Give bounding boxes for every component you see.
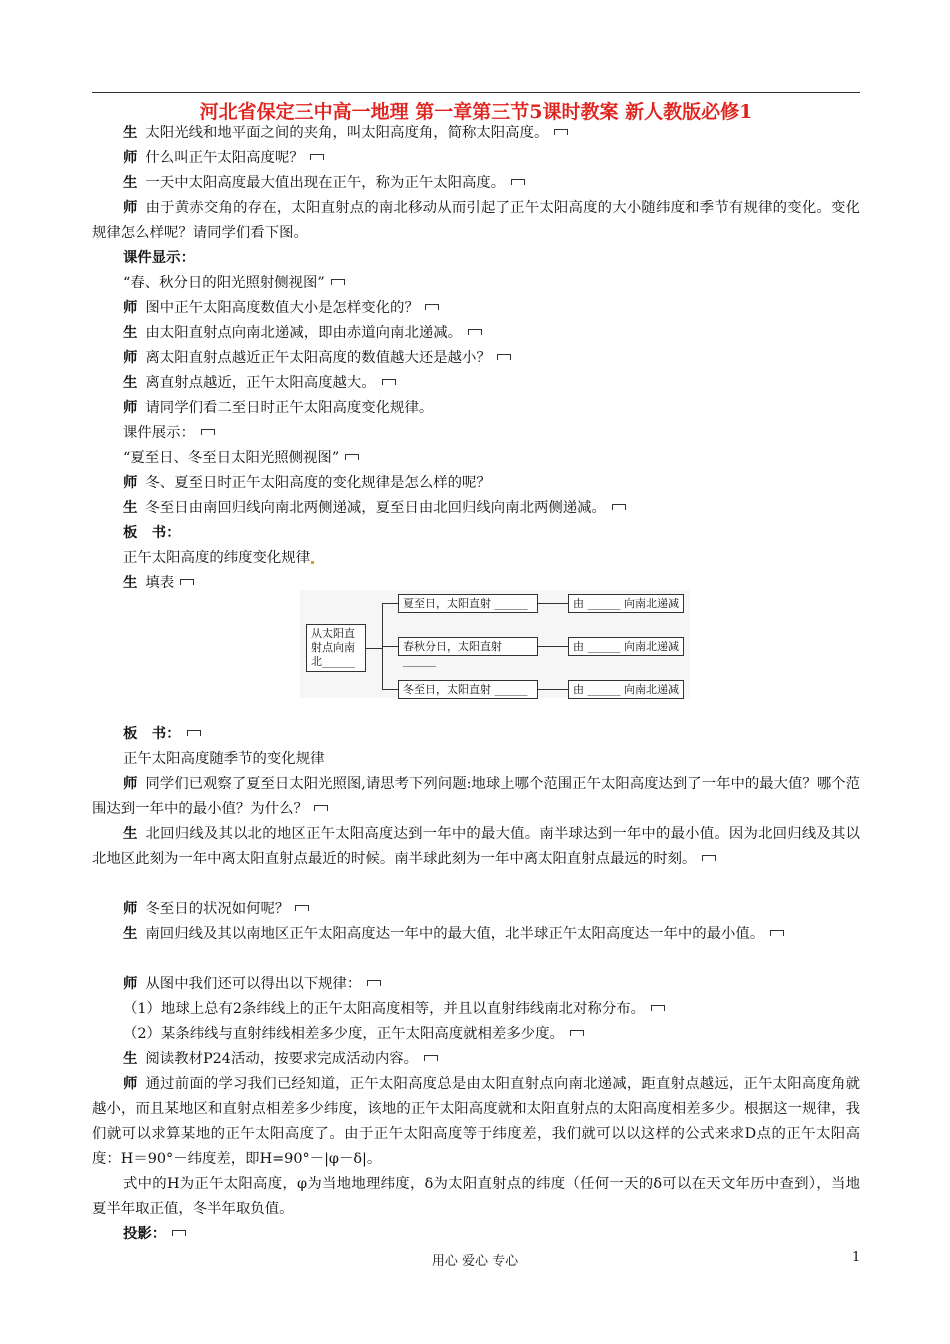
diagram-result-equinox: 由 ______ 向南北递减 bbox=[568, 637, 684, 656]
line2-4: 生 北回归线及其以北的地区正午太阳高度达到一年中的最大值。南半球达到一年中的最小值。因为北回归线及其以北地区此刻为一年中离太阳直射点最近的时候。南半球此刻为一年中离太阳直射点最远的时刻。 bbox=[92, 826, 860, 867]
heading-courseware: 课件显示： bbox=[123, 250, 195, 266]
edit-mark-icon bbox=[612, 504, 626, 510]
edit-mark-icon bbox=[702, 855, 716, 861]
speaker-label: 生 bbox=[123, 575, 138, 591]
diagram-row-winter: 冬至日，太阳直射 ______ bbox=[398, 680, 538, 699]
connector bbox=[366, 648, 382, 649]
edit-mark-icon bbox=[424, 1055, 438, 1061]
line-text: 一天中太阳高度最大值出现在正午，称为正午太阳高度。 bbox=[145, 175, 506, 191]
line-3 bbox=[92, 171, 860, 196]
speaker-label: 生 bbox=[123, 325, 138, 341]
line2-9: （2）某条纬线与直射纬线相差多少度，正午太阳高度就相差多少度。 bbox=[92, 1022, 860, 1047]
speaker-label: 师 bbox=[123, 1076, 138, 1092]
connector bbox=[538, 603, 568, 604]
line-10: 生 离直射点越近，正午太阳高度越大。 bbox=[92, 371, 860, 396]
line-1 bbox=[92, 121, 860, 146]
edit-mark-icon bbox=[180, 579, 194, 585]
line2-8: （1）地球上总有2条纬线上的正午太阳高度相等，并且以直射纬线南北对称分布。 bbox=[92, 997, 860, 1022]
edit-mark-icon bbox=[367, 980, 381, 986]
line-text: 太阳光线和地平面之间的夹角，叫太阳高度角，简称太阳高度。 bbox=[145, 125, 549, 141]
line-7: 师 图中正午太阳高度数值大小是怎样变化的？ bbox=[92, 296, 860, 321]
line-18: 生 填表 bbox=[92, 571, 860, 596]
line-8: 生 由太阳直射点向南北递减，即由赤道向南北递减。 bbox=[92, 321, 860, 346]
line2-7: 师 从图中我们还可以得出以下规律： bbox=[92, 972, 860, 997]
speaker-label: 师 bbox=[123, 976, 138, 992]
line-14: 师 冬、夏至日时正午太阳高度的变化规律是怎么样的呢？ bbox=[123, 475, 491, 491]
edit-mark-icon bbox=[554, 129, 568, 135]
connector bbox=[538, 646, 568, 647]
speaker-label: 师 bbox=[123, 200, 138, 216]
speaker-label: 师 bbox=[123, 400, 138, 416]
line-2 bbox=[92, 146, 860, 171]
speaker-label: 生 bbox=[123, 125, 138, 141]
connector bbox=[382, 689, 398, 690]
line-text: 什么叫正午太阳高度呢？ bbox=[145, 150, 304, 166]
line2-3: 师 同学们已观察了夏至日太阳光照图,请思考下列问题:地球上哪个范围正午太阳高度达到了一年中的最大值？哪个范围达到一年中的最小值？为什么？ bbox=[92, 776, 860, 817]
speaker-label: 生 bbox=[123, 826, 138, 842]
speaker-label: 生 bbox=[123, 175, 138, 191]
connector bbox=[538, 689, 568, 690]
speaker-label: 师 bbox=[123, 901, 138, 917]
line2-6: 生 南回归线及其以南地区正午太阳高度达一年中的最大值，北半球正午太阳高度达一年中的最小值。 bbox=[92, 922, 860, 947]
line-12: 课件展示： bbox=[92, 421, 860, 446]
diagram-result-winter: 由 ______ 向南北递减 bbox=[568, 680, 684, 699]
edit-mark-icon bbox=[201, 429, 215, 435]
line-17: 正午太阳高度的纬度变化规律 bbox=[92, 546, 860, 571]
page-number: 1 bbox=[852, 1250, 861, 1265]
speaker-label: 生 bbox=[123, 375, 138, 391]
heading-board-2: 板 书： bbox=[92, 722, 860, 747]
line-13: “夏至日、冬至日太阳光照侧视图” bbox=[92, 446, 860, 471]
document-title: 河北省保定三中高一地理 第一章第三节5课时教案 新人教版必修1 bbox=[199, 101, 753, 123]
speaker-label: 生 bbox=[123, 926, 138, 942]
page-footer: 用心 爱心 专心 bbox=[431, 1254, 519, 1269]
edit-mark-icon bbox=[172, 1230, 186, 1236]
edit-mark-icon bbox=[651, 1005, 665, 1011]
speaker-label: 生 bbox=[123, 1051, 138, 1067]
heading-board-1: 板 书： bbox=[123, 525, 181, 541]
heading-projection: 投影： bbox=[92, 1222, 860, 1247]
diagram-left-box: 从太阳直射点向南北______ bbox=[306, 624, 366, 672]
line-9: 师 离太阳直射点越近正午太阳高度的数值越大还是越小？ bbox=[92, 346, 860, 371]
line-4 bbox=[92, 196, 860, 246]
edit-mark-icon bbox=[382, 379, 396, 385]
speaker-label: 师 bbox=[123, 776, 138, 792]
edit-mark-icon bbox=[468, 329, 482, 335]
connector bbox=[382, 646, 398, 647]
diagram-row-equinox: 春秋分日，太阳直射 ______ bbox=[398, 637, 538, 656]
line2-2: 正午太阳高度随季节的变化规律 bbox=[123, 751, 325, 767]
edit-mark-icon bbox=[770, 930, 784, 936]
edit-mark-icon bbox=[511, 179, 525, 185]
line-11: 师 请同学们看二至日时正午太阳高度变化规律。 bbox=[123, 400, 434, 416]
line-text: 由于黄赤交角的存在，太阳直射点的南北移动从而引起了正午太阳高度的大小随纬度和季节有规律的变化。变化规律怎么样呢？请同学们看下图。 bbox=[92, 200, 860, 241]
line-6: “春、秋分日的阳光照射侧视图” bbox=[92, 271, 860, 296]
edit-mark-icon bbox=[570, 1030, 584, 1036]
line2-10: 生 阅读教材P24活动，按要求完成活动内容。 bbox=[92, 1047, 860, 1072]
fill-in-diagram bbox=[300, 590, 690, 698]
edit-mark-icon bbox=[425, 304, 439, 310]
header-rule bbox=[92, 92, 860, 93]
edit-mark-icon bbox=[314, 805, 328, 811]
edit-mark-icon bbox=[331, 279, 345, 285]
edit-mark-icon bbox=[295, 905, 309, 911]
dot-mark-icon bbox=[311, 561, 314, 564]
speaker-label: 师 bbox=[123, 350, 138, 366]
speaker-label: 师 bbox=[123, 475, 138, 491]
edit-mark-icon bbox=[187, 730, 201, 736]
edit-mark-icon bbox=[497, 354, 511, 360]
line-15: 生 冬至日由南回归线向南北两侧递减，夏至日由北回归线向南北两侧递减。 bbox=[92, 496, 860, 521]
edit-mark-icon bbox=[345, 454, 359, 460]
speaker-label: 师 bbox=[123, 300, 138, 316]
line2-11: 师 通过前面的学习我们已经知道，正午太阳高度总是由太阳直射点向南北递减，距直射点越远，正午太阳高度角就越小，而且某地区和直射点相差多少纬度，该地的正午太阳高度就和太阳直射点的太阳高度相差多少。根据这一规律，我们就可以求算某地的正午太阳高度了。由于正午太阳高度等于纬度差，我们就可以以这样的公式来求D点的正午太阳高度：H＝90°－纬度差，即H=90°－|φ－δ|。 bbox=[92, 1076, 860, 1167]
diagram-row-summer: 夏至日，太阳直射 ______ bbox=[398, 594, 538, 613]
line2-5: 师 冬至日的状况如何呢？ bbox=[92, 897, 860, 922]
diagram-result-summer: 由 ______ 向南北递减 bbox=[568, 594, 684, 613]
speaker-label: 师 bbox=[123, 150, 138, 166]
edit-mark-icon bbox=[310, 154, 324, 160]
speaker-label: 生 bbox=[123, 500, 138, 516]
line2-12: 式中的H为正午太阳高度，φ为当地地理纬度，δ为太阳直射点的纬度（任何一天的δ可以在天文年历中查到），当地夏半年取正值，冬半年取负值。 bbox=[92, 1176, 860, 1217]
connector bbox=[382, 603, 398, 604]
